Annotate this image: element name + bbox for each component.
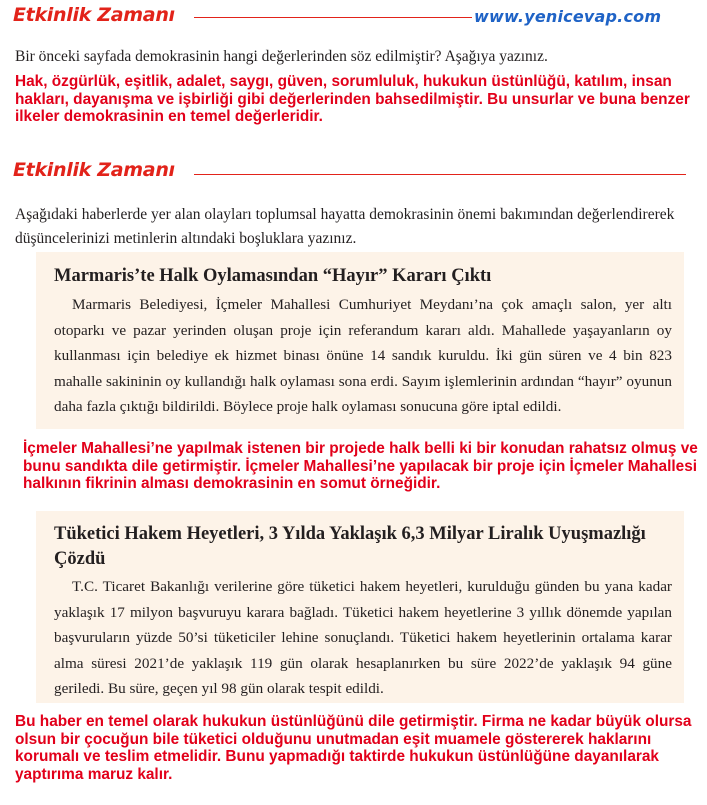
news-body-text-2: T.C. Ticaret Bakanlığı verilerine göre tüketici hakem heyetleri, kurulduğu günden bu yana kadar yaklaşık 17 milyon başvuruyu karara bağladı. Tüketici hakem heyetlerine 3 yıllık dönemde yapılan başvuruların yüzde 50’si tüketiciler lehine sonuçlandı. Tüketici hakem heyetlerinin ortalama karar alma süresi 2021’de yaklaşık 119 gün olarak hesaplanırken bu süre 2022’de yaklaşık 94 güne geriledi. Bu süre, geçen yıl 98 gün olarak tespit edildi. — [54, 578, 672, 697]
section-title-2: Etkinlik Zamanı — [13, 159, 175, 181]
news-box-2 — [36, 511, 684, 703]
news-answer-1: İçmeler Mahallesi’ne yapılmak istenen bir projede halk belli ki bir konudan rahatsız olmuş ve bunu sandıkta dile getirmiştir. İçmeler Mahallesi’ne yapılacak bir proje için İçmeler Mahallesi halkının fikrinin alması demokrasinin en somut örneğidir. — [23, 440, 698, 492]
title-divider-2 — [194, 174, 686, 175]
news-answer-2: Bu haber en temel olarak hukukun üstünlüğünü dile getirmiştir. Firma ne kadar büyük olursa olsun bir çocuğun bile tüketici olduğunu unutmadan eşit muamele göstererek haklarını korumalı ve teslim etmelidir. Bunu yapmadığı taktirde hukukun üstünlüğüne dayanılarak yaptırıma maruz kalır. — [15, 713, 692, 783]
news-title-2: Tüketici Hakem Heyetleri, 3 Yılda Yaklaşık 6,3 Milyar Liralık Uyuşmazlığı Çözdü — [54, 524, 646, 569]
news-body-2 — [54, 574, 672, 702]
title-divider-1 — [194, 17, 472, 18]
activity2-instructions: Aşağıdaki haberlerde yer alan olayları toplumsal hayatta demokrasinin önemi bakımından değerlendirerek düşüncelerinizi metinlerin altındaki boşluklara yazınız. — [15, 206, 675, 247]
section-title-1: Etkinlik Zamanı — [13, 4, 175, 26]
activity1-question: Bir önceki sayfada demokrasinin hangi değerlerinden söz edilmiştir? Aşağıya yazınız. — [15, 48, 548, 65]
news-title-1: Marmaris’te Halk Oylamasından “Hayır” Kararı Çıktı — [54, 266, 492, 286]
activity1-answer: Hak, özgürlük, eşitlik, adalet, saygı, güven, sorumluluk, hukukun üstünlüğü, katılım, insan hakları, dayanışma ve işbirliği gibi değerlerinden bahsedilmiştir. Bu unsurlar ve buna benzer ilkeler demokrasinin en temel değerleridir. — [15, 73, 690, 125]
news-box-1 — [36, 252, 684, 429]
news-body-1 — [54, 292, 672, 420]
news-body-text-1: Marmaris Belediyesi, İçmeler Mahallesi Cumhuriyet Meydanı’na çok amaçlı salon, yer altı otoparkı ve pazar yerinden oluşan proje için referandum kararı aldı. Mahallede yaşayanların oy kullanması için belediye ek hizmet binası önüne 14 sandık kuruldu. İki gün süren ve 4 bin 823 mahalle sakininin oy kullandığı halk oylaması sona erdi. Sayım işlemlerinin ardından “hayır” oyunun daha fazla çıktığı bildirildi. Böylece proje halk oylaması sonucuna göre iptal edildi. — [54, 296, 672, 415]
site-watermark: www.yenicevap.com — [474, 7, 662, 26]
